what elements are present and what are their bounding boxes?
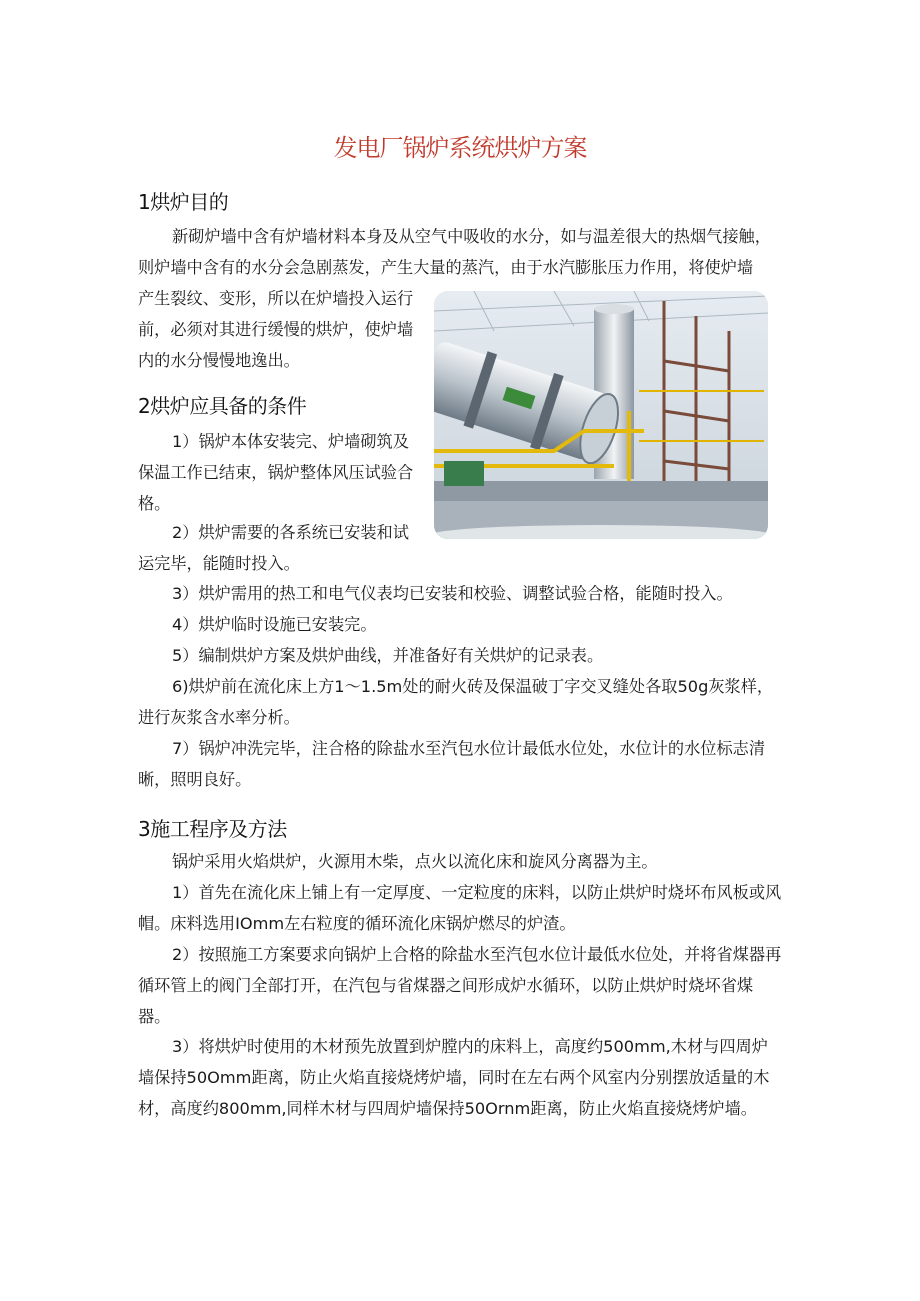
paragraph: 产生裂纹、变形，所以在炉墙投入运行前，必须对其进行缓慢的烘炉，使炉墙内的水分慢慢地逸出。: [138, 289, 414, 370]
paragraph: 4）烘炉临时设施已安装完。: [172, 615, 377, 634]
section-heading-conditions: 2烘炉应具备的条件: [138, 394, 307, 418]
paragraph: 3）将烘炉时使用的木材预先放置到炉膛内的床料上，高度约500mm,木材与四周炉墙保持50Omm距离，防止火焰直接烧烤炉墙，同时在左右两个风室内分别摆放适量的木材，高度约800mm,同样木材与四周炉墙保持50Ornm距离，防止火焰直接烧烤炉墙。: [138, 1037, 770, 1118]
boiler-equipment-photo: [434, 291, 768, 539]
paragraph: 新砌炉墙中含有炉墙材料本身及从空气中吸收的水分，如与温差很大的热烟气接触，则炉墙中含有的水分会急剧蒸发，产生大量的蒸汽，由于水汽膨胀压力作用，将使炉墙: [138, 227, 771, 277]
paragraph: 1）锅炉本体安装完、炉墙砌筑及保温工作已结束，锅炉整体风压试验合格。: [138, 432, 414, 513]
section-heading-purpose: 1烘炉目的: [138, 190, 229, 214]
document-title: 发电厂锅炉系统烘炉方案: [333, 134, 587, 162]
paragraph: 2）按照施工方案要求向锅炉上合格的除盐水至汽包水位计最低水位处，并将省煤器再循环管上的阀门全部打开，在汽包与省煤器之间形成炉水循环，以防止烘炉时烧坏省煤器。: [138, 945, 782, 1026]
paragraph: 3）烘炉需用的热工和电气仪表均已安装和校验、调整试验合格，能随时投入。: [172, 584, 733, 603]
paragraph: 7）锅炉冲洗完毕，注合格的除盐水至汽包水位计最低水位处，水位计的水位标志清晰，照明良好。: [138, 739, 766, 789]
boiler-photo-illustration: [434, 291, 768, 539]
paragraph: 锅炉采用火焰烘炉，火源用木柴，点火以流化床和旋风分离器为主。: [172, 852, 658, 871]
paragraph: 1）首先在流化床上铺上有一定厚度、一定粒度的床料，以防止烘炉时烧坏布风板或风帽。床料选用IOmm左右粒度的循环流化床锅炉燃尽的炉渣。: [138, 883, 782, 933]
paragraph: 6)烘炉前在流化床上方1～1.5m处的耐火砖及保温破丁字交叉缝处各取50g灰浆样，进行灰浆含水率分析。: [138, 677, 774, 727]
paragraph: 2）烘炉需要的各系统已安装和试运完毕，能随时投入。: [138, 523, 409, 573]
paragraph: 5）编制烘炉方案及烘炉曲线，并准备好有关烘炉的记录表。: [172, 646, 604, 665]
section-heading-procedure: 3施工程序及方法: [138, 817, 287, 841]
